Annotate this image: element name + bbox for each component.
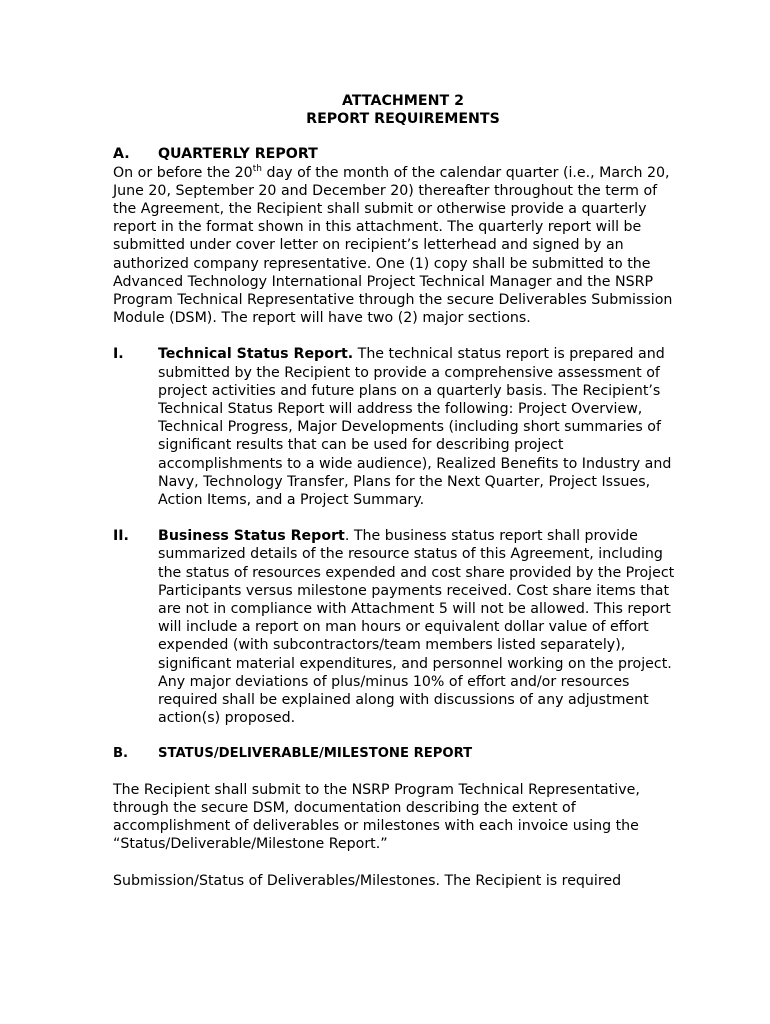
item-number: II.: [113, 528, 129, 545]
section-b-heading: [113, 745, 693, 763]
item-text: The technical status report is prepared and submitted by the Recipient to provide a comprehensive assessment of project activities and future plans on a quarterly basis. The Recipient’s Technical Status Report will address the following: Project Overview, Technical Progress, Major Developments (including short summaries of significant results that can be used for describing project accomplishments to a wide audience), Realized Benefits to Industry and Navy, Technology Transfer, Plans for the Next Quarter, Project Issues, Action Items, and a Project Summary.: [158, 346, 672, 509]
section-a-body-sup: th: [252, 163, 262, 174]
list-item: [113, 527, 693, 727]
item-text: . The business status report shall provide summarized details of the resource status of this Agreement, including the status of resources expended and cost share provided by the Project Participants versus milestone payments received. Cost share items that are not in compliance with Attachment 5 will not be allowed. This report will include a report on man hours or equivalent dollar value of effort expended (with subcontractors/team members listed separately), significant material expenditures, and personnel working on the project. Any major deviations of plus/minus 10% of effort and/or resources required shall be explained along with discussions of any adjustment action(s) proposed.: [158, 528, 675, 727]
item-body: [158, 527, 683, 727]
section-b-title: STATUS/DELIVERABLE/MILESTONE REPORT: [158, 745, 473, 761]
section-a-body-pre: On or before the 20: [113, 164, 253, 181]
section-b-paragraph: The Recipient shall submit to the NSRP Program Technical Representative, through the secure DSM, documentation describing the extent of accomplishment of deliverables or milestones with each invoice using the “Status/Deliverable/Milestone Report.”: [113, 781, 640, 853]
document-page: [113, 92, 693, 890]
section-a-body-post: day of the month of the calendar quarter (i.e., March 20, June 20, September 20 and December 20) thereafter throughout the term of the Agreement, the Recipient shall submit or otherwise provide a quarterly report in the format shown in this attachment. The quarterly report will be submitted under cover letter on recipient’s letterhead and signed by an authorized company representative. One (1) copy shall be submitted to the Advanced Technology International Project Technical Manager and the NSRP Program Technical Representative through the secure Deliverables Submission Module (DSM). The report will have two (2) major sections.: [113, 164, 673, 327]
section-a-title: QUARTERLY REPORT: [158, 146, 318, 163]
item-title: Business Status Report: [158, 528, 345, 545]
item-body: [158, 345, 683, 509]
section-a-heading: [113, 145, 693, 163]
item-number: I.: [113, 346, 124, 363]
section-a-letter: A.: [113, 146, 130, 163]
item-title: Technical Status Report.: [158, 346, 354, 363]
attachment-title: ATTACHMENT 2: [342, 93, 464, 109]
section-a-body: [113, 164, 678, 328]
list-item: [113, 345, 693, 509]
section-b-letter: B.: [113, 745, 129, 761]
report-requirements-title: REPORT REQUIREMENTS: [306, 111, 500, 128]
section-b-paragraph-2: Submission/Status of Deliverables/Milestones. The Recipient is required: [113, 872, 622, 889]
